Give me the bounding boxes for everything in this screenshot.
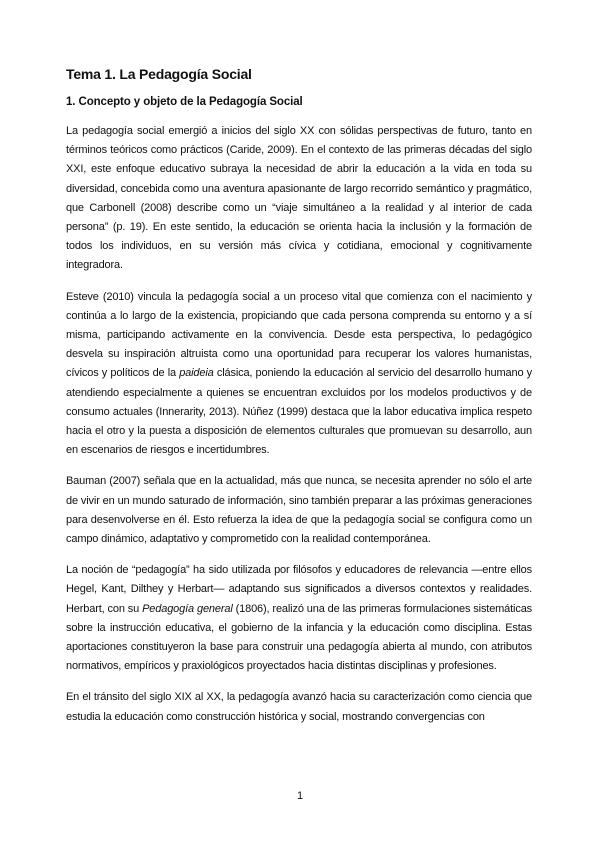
paragraph-1: La pedagogía social emergió a inicios del siglo XX con sólidas perspectivas de futuro, tanto en términos teóricos como prácticos (Caride, 2009). En el contexto de las primeras décadas del siglo XXI, este enfoque educativo subraya la necesidad de abrir la educación a la vida en toda su diversidad, concebida como una aventura apasionante de largo recorrido semántico y pragmático, que Carbonell (2008) describe como un “viaje simultáneo a la realidad y al interior de cada persona” (p. 19). En este sentido, la educación se orienta hacia la inclusión y la formación de todos los individuos, en su versión más cívica y cotidiana, emocional y cognitivamente integradora. [66,125,532,272]
document-title: Tema 1. La Pedagogía Social [66,66,252,82]
paragraph-4-part-2: (1806), realizó una de las primeras formulaciones sistemáticas sobre la instrucción educativa, el gobierno de la infancia y la educación como disciplina. Estas aportaciones constituyeron la base para construir una pedagogía abierta al mundo, con atributos normativos, empíricos y praxiológicos proyectados hacia distintas disciplinas y profesiones. [66,602,533,673]
section-heading: 1. Concepto y objeto de la Pedagogía Social [66,96,303,108]
paragraph-2-italic-term: paideia [179,367,214,380]
paragraph-4 [66,561,532,676]
page-number: 1 [296,790,304,802]
paragraph-2-part-2: clásica, poniendo la educación al servicio del desarrollo humano y atendiendo especialmente a quienes se encuentran excluidos por los modelos productivos y de consumo actuales (Innerarity, 2013). Núñez (1999) destaca que la labor educativa implica respeto hacia el otro y la puesta a disposición de elementos culturales que promuevan su desarrollo, aun en escenarios de riesgos e incertidumbres. [66,367,532,457]
paragraph-4-italic-title: Pedagogía general [142,602,233,615]
paragraph-3: Bauman (2007) señala que en la actualidad, más que nunca, se necesita aprender no sólo el arte de vivir en un mundo saturado de información, sino también preparar a las próximas generaciones para desenvolverse en él. Esto refuerza la idea de que la pedagogía social se configura como un campo dinámico, adaptativo y comprometido con la realidad contemporánea. [66,475,532,546]
paragraph-2-part-1: Esteve (2010) vincula la pedagogía social a un proceso vital que comienza con el nacimiento y continúa a lo largo de la existencia, propiciando que cada persona comprenda su entorno y a sí misma, participando activamente en la convivencia. Desde esta perspectiva, lo pedagógico desvela su inspiración altruista como una oportunidad para recuperar los valores humanistas, cívicos y políticos de la [66,290,532,380]
paragraph-5: En el tránsito del siglo XIX al XX, la pedagogía avanzó hacia su caracterización como ciencia que estudia la educación como construcción histórica y social, mostrando convergencias con [66,691,532,723]
document-body [66,66,532,739]
paragraph-2 [66,288,532,461]
paragraph-4-part-1: La noción de “pedagogía” ha sido utilizada por filósofos y educadores de relevancia —entre ellos Hegel, Kant, Dilthey y Herbart— adaptando sus significados a diversos contextos y realidades. Herbart, con su [66,564,532,615]
